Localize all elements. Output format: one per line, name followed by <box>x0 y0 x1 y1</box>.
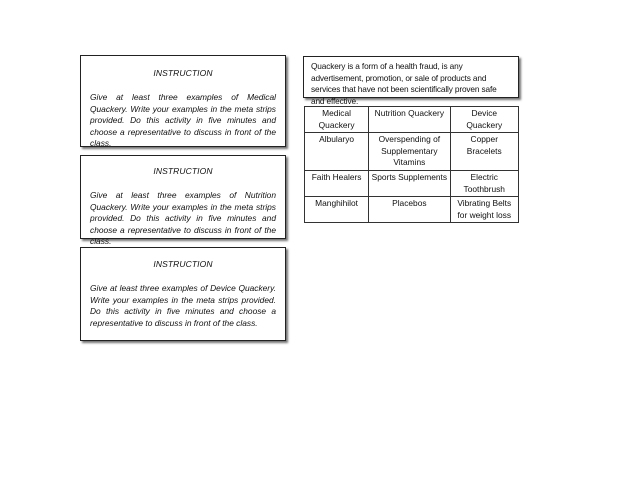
table-cell: Placebos <box>369 197 450 223</box>
quackery-definition-box: Quackery is a form of a health fraud, is any advertisement, promotion, or sale of products and services that have not been scientifically proven safe and effective. <box>303 56 519 98</box>
table-cell: Electric Toothbrush <box>450 170 519 196</box>
table-cell: Copper Bracelets <box>450 133 519 171</box>
table-row <box>305 133 519 171</box>
instruction-title: INSTRUCTION <box>153 68 213 78</box>
quackery-examples-table <box>304 106 519 223</box>
header-nutrition-quackery: Nutrition Quackery <box>369 107 450 133</box>
instruction-text: Give at least three examples of Device Quackery. Write your examples in the meta strips provided. Do this activity in five minutes and choose a representative to discuss in front of the class. <box>90 283 276 328</box>
instruction-card-nutrition <box>80 155 286 246</box>
table-header-row <box>305 107 519 133</box>
table-cell: Albularyo <box>305 133 369 171</box>
header-medical-quackery: Medical Quackery <box>305 107 369 133</box>
instruction-text: Give at least three examples of Nutrition Quackery. Write your examples in the meta strips provided. Do this activity in five minutes and choose a representative to discuss in front of the class. <box>90 190 276 246</box>
instruction-title: INSTRUCTION <box>153 259 213 269</box>
table-cell: Overspending of Supplementary Vitamins <box>369 133 450 171</box>
table-row <box>305 197 519 223</box>
instruction-card-medical <box>80 55 286 147</box>
table-row <box>305 170 519 196</box>
table-cell: Faith Healers <box>305 170 369 196</box>
table-cell: Vibrating Belts for weight loss <box>450 197 519 223</box>
instruction-title: INSTRUCTION <box>153 166 213 176</box>
table-cell: Manghihilot <box>305 197 369 223</box>
header-device-quackery: Device Quackery <box>450 107 519 133</box>
instruction-card-device <box>80 247 286 341</box>
instruction-text: Give at least three examples of Medical Quackery. Write your examples in the meta strips provided. Do this activity in five minutes and choose a representative to discuss in front of the class. <box>90 92 276 148</box>
table-cell: Sports Supplements <box>369 170 450 196</box>
